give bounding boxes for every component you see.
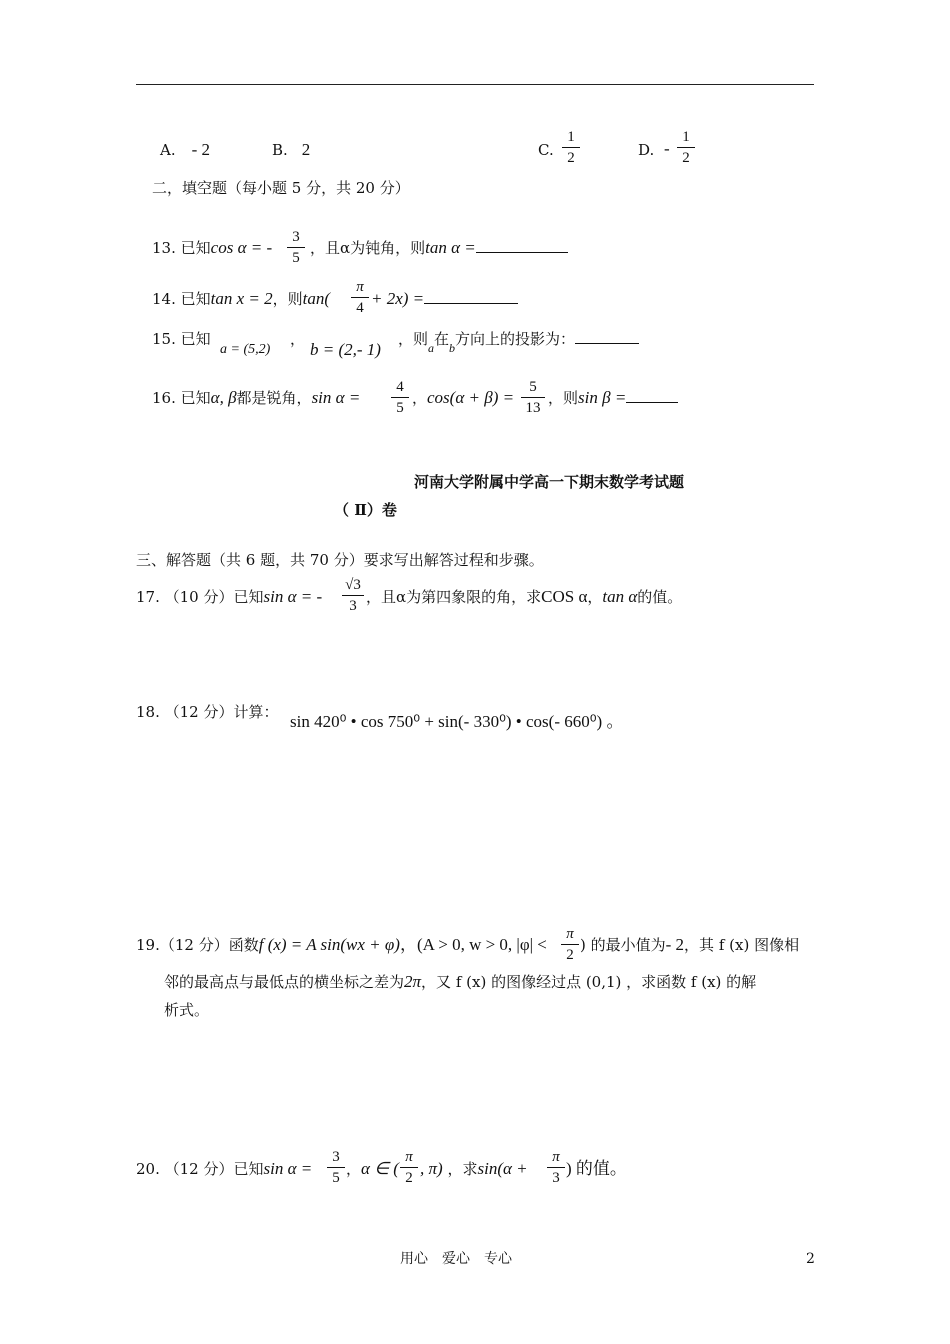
option-a: A. - 2 — [160, 140, 211, 159]
q17-rest: ，且α为第四象限的角，求COS α，tan α的值。 — [366, 587, 683, 606]
q15-vector-a: a = (5,2) — [220, 342, 271, 357]
q15-rest: ，则$_a$在$_b$方向上的投影为： — [398, 329, 639, 358]
q20-range: ，α ∈ ( — [346, 1159, 399, 1178]
question-19-line-2: 邻的最高点与最低点的横坐标之差为2π，又 f (x) 的图像经过点 (0,1) ，求函数 f (x) 的解 — [164, 972, 757, 991]
q20-fraction-2: π 2 — [400, 1148, 418, 1187]
q15-comma: ， — [290, 330, 306, 348]
part-2-subtitle: （ Ⅱ）卷 — [334, 501, 397, 519]
q20-fraction-3: π 3 — [547, 1148, 565, 1187]
option-c-fraction: 1 2 — [562, 128, 580, 167]
q19-fraction: π 2 — [561, 925, 579, 964]
q14-fraction: π 4 — [351, 278, 369, 317]
q14-rest: + 2x) = — [371, 289, 518, 309]
page-number: 2 — [806, 1251, 815, 1267]
question-20: 20. （12 分）已知sin α = — [136, 1159, 313, 1178]
option-d-sign: - — [664, 139, 670, 158]
q16-rest: ，则sin β = — [548, 388, 678, 408]
q20-end: ) 的值。 — [566, 1159, 627, 1178]
q16-fraction-2: 5 13 — [521, 378, 545, 417]
option-c-label: C. — [538, 141, 554, 159]
q16-middle: ，cos(α + β) = — [412, 388, 515, 407]
q17-fraction: √3 3 — [342, 576, 364, 615]
q20-mid: , π) ，求sin(α + — [420, 1159, 528, 1178]
option-b: B. 2 — [272, 140, 311, 159]
q13-fraction: 3 5 — [287, 228, 305, 267]
question-16: 16. 已知α, β都是锐角，sin α = — [152, 388, 361, 407]
question-14: 14. 已知tan x = 2，则tan( — [152, 289, 331, 308]
question-19-line-3: 析式。 — [164, 1001, 210, 1019]
footer-motto: 用心 爱心 专心 — [400, 1251, 512, 1267]
option-d-label: D. — [638, 141, 655, 159]
question-15: 15. 已知 — [152, 330, 211, 348]
section-2-heading: 二，填空题（每小题 5 分，共 20 分） — [152, 179, 410, 197]
question-13: 13. 已知cos α = - — [152, 238, 273, 257]
section-3-heading: 三、解答题（共 6 题，共 70 分）要求写出解答过程和步骤。 — [136, 551, 544, 569]
q18-expression: sin 420⁰ • cos 750⁰ + sin(- 330⁰) • cos(- 660⁰) 。 — [290, 712, 624, 731]
q15-vector-b: b = (2,- 1) — [310, 340, 381, 359]
question-19-line-1: 19.（12 分）函数f (x) = A sin(wx + φ)，(A > 0, w > 0, |φ| < — [136, 935, 547, 954]
q13-rest: ，且α为钝角，则tan α = — [310, 238, 568, 258]
question-18: 18. （12 分）计算： — [136, 703, 279, 721]
option-d-fraction: 1 2 — [677, 128, 695, 167]
q16-fraction-1: 4 5 — [391, 378, 409, 417]
q20-fraction-1: 3 5 — [327, 1148, 345, 1187]
question-19-line-1-end: ) 的最小值为- 2，其 f (x) 图像相 — [580, 935, 800, 954]
header-rule — [136, 84, 814, 85]
question-17: 17. （10 分）已知sin α = - — [136, 587, 323, 606]
part-2-title: 河南大学附属中学高一下期末数学考试题 — [414, 473, 685, 491]
